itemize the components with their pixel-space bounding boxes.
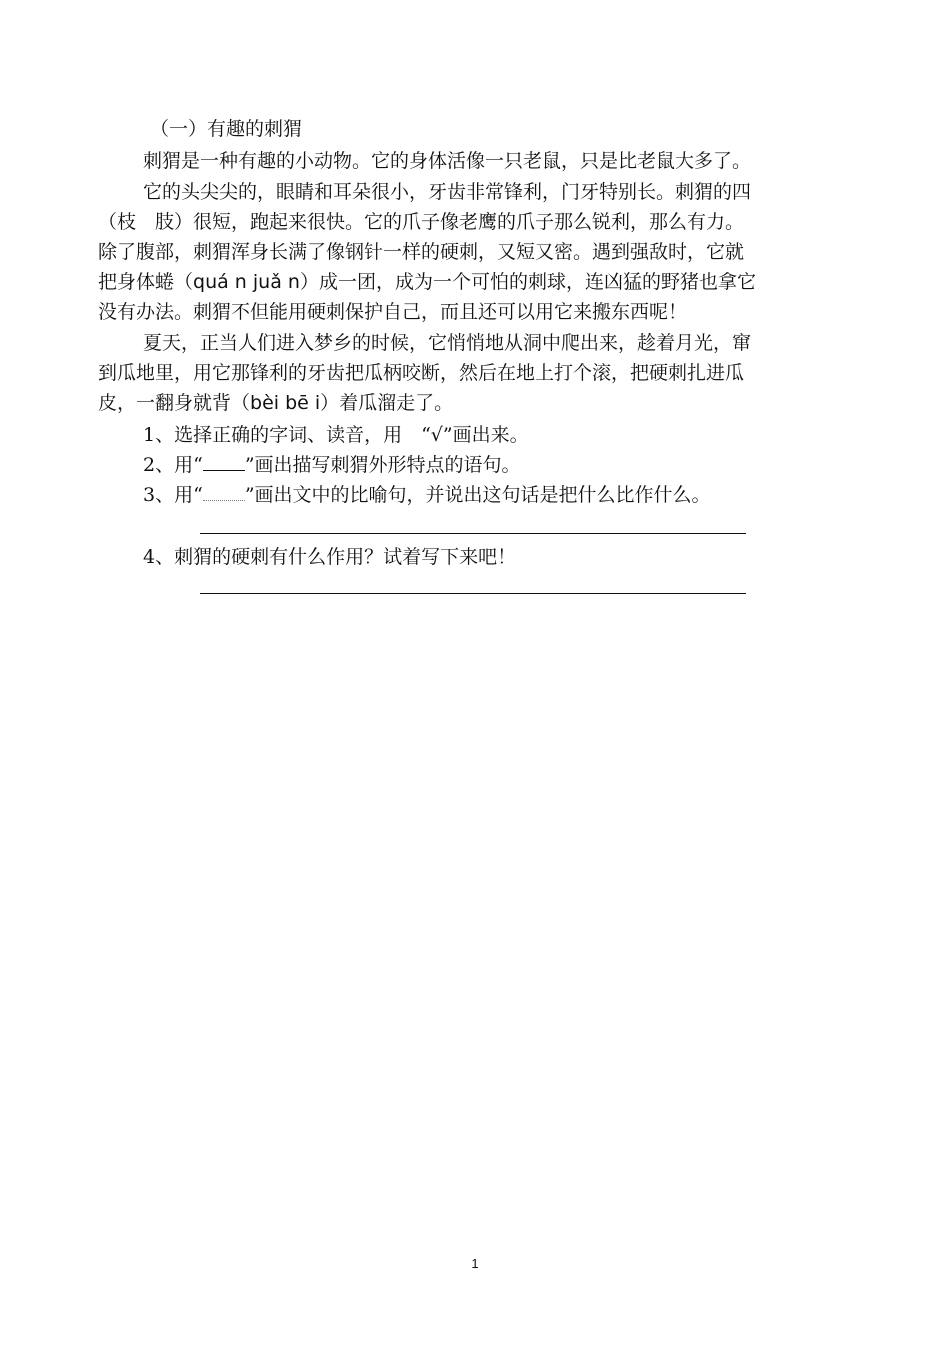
- passage-text: ）着瓜溜走了。: [320, 392, 454, 414]
- page-number: 1: [471, 1256, 479, 1271]
- question-text: 3、用“: [143, 484, 203, 506]
- passage-line: 它的头尖尖的，眼睛和耳朵很小，牙齿非常锋利，门牙特别长。刺猬的四: [143, 181, 752, 203]
- question-text: 2、用“: [143, 454, 203, 476]
- passage-line: 夏天，正当人们进入梦乡的时候，它悄悄地从洞中爬出来，趁着月光，窜: [143, 332, 752, 354]
- question-text: ”画出文中的比喻句，并说出这句话是把什么比作什么。: [244, 484, 711, 506]
- section-title: （一）有趣的刺猬: [150, 118, 303, 140]
- question-4: 4、刺猬的硬刺有什么作用？试着写下来吧！: [143, 546, 517, 568]
- pinyin-choice: quá n juǎ n: [193, 271, 300, 293]
- passage-line: 除了腹部，刺猬浑身长满了像钢针一样的硬刺，又短又密。遇到强敌时，它就: [98, 241, 745, 263]
- answer-line-q3[interactable]: [200, 533, 746, 534]
- passage-text: 皮，一翻身就背（: [98, 392, 251, 414]
- passage-line: [98, 271, 756, 293]
- passage-text: ）成一团，成为一个可怕的刺球，连凶猛的野猪也拿它: [299, 271, 756, 293]
- passage-line: 没有办法。刺猬不但能用硬刺保护自己，而且还可以用它来搬东西呢！: [98, 301, 688, 323]
- wavy-underline-sample: [203, 484, 245, 501]
- question-3: [143, 484, 711, 506]
- pinyin-choice: bèi bē i: [250, 392, 321, 414]
- question-2: [143, 454, 521, 476]
- answer-line-q4[interactable]: [200, 593, 746, 594]
- solid-underline-sample: [203, 454, 245, 471]
- passage-text: 把身体蜷（: [98, 271, 194, 293]
- passage-line: 到瓜地里，用它那锋利的牙齿把瓜柄咬断，然后在地上打个滚，把硬刺扎进瓜: [98, 362, 745, 384]
- passage-line: 刺猬是一种有趣的小动物。它的身体活像一只老鼠，只是比老鼠大多了。: [143, 150, 752, 172]
- passage-line: （枝 肢）很短，跑起来很快。它的爪子像老鹰的爪子那么锐利，那么有力。: [98, 211, 745, 233]
- question-text: ”画出描写刺猬外形特点的语句。: [244, 454, 521, 476]
- question-1: 1、选择正确的字词、读音，用 “√”画出来。: [143, 424, 529, 446]
- passage-line: [98, 392, 453, 414]
